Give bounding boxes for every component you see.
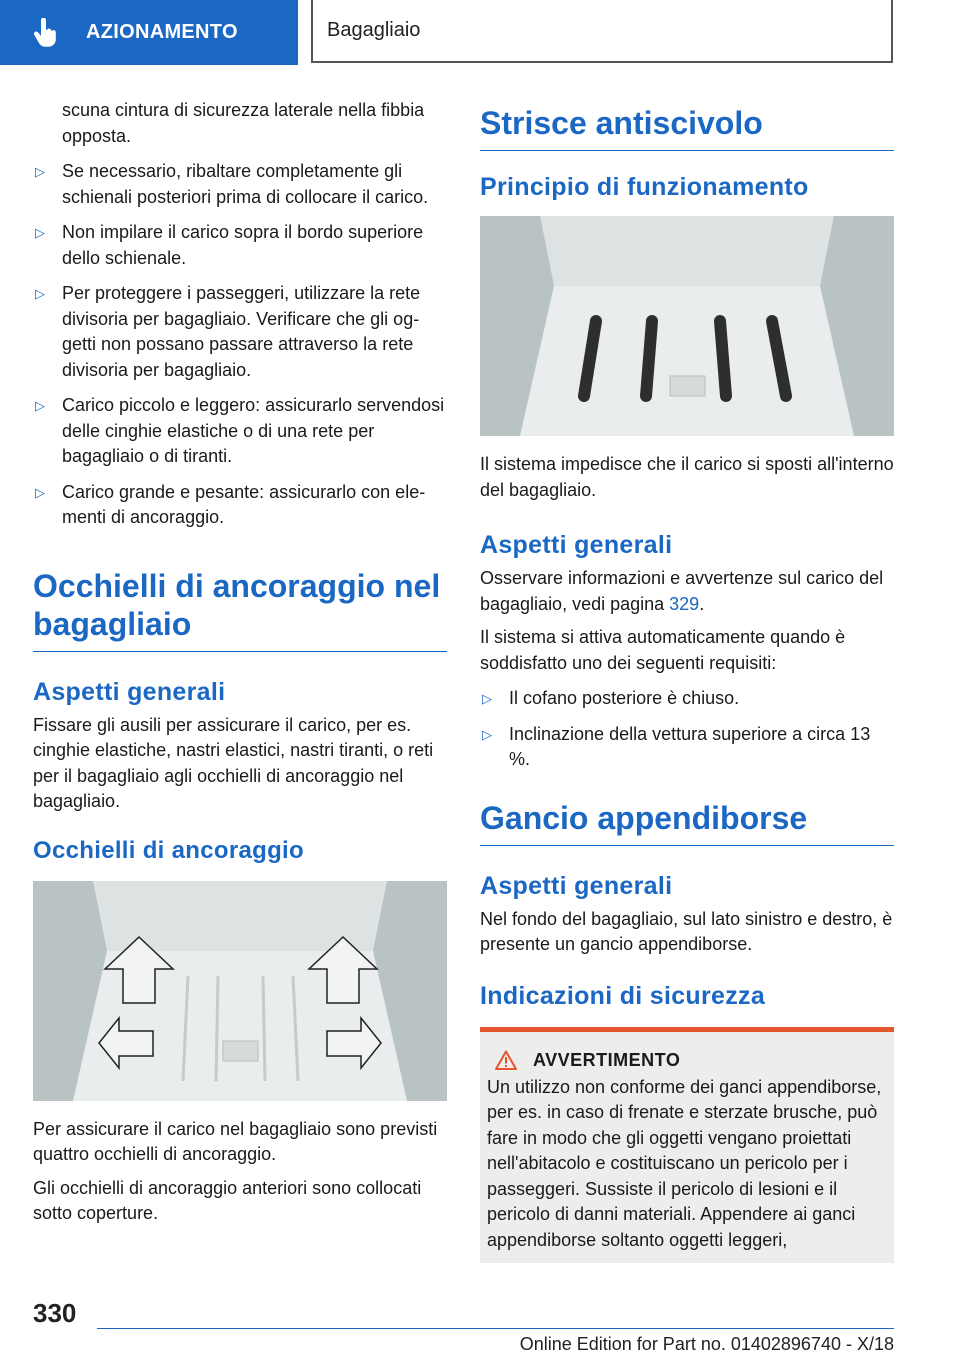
warning-box — [480, 1027, 894, 1264]
footer-edition: Online Edition for Part no. 01402896740 - X/18 — [519, 1334, 894, 1354]
heading-bag-hook: Gancio appendiborse — [480, 799, 894, 846]
heading-general: Aspetti generali — [33, 677, 226, 706]
triangle-bullet-icon: ▷ — [482, 726, 492, 742]
heading-hook-general: Aspetti generali — [480, 871, 673, 900]
anti-slip-strips-image — [480, 216, 894, 436]
triangle-bullet-icon: ▷ — [35, 484, 45, 500]
page-link-329[interactable]: 329 — [669, 593, 700, 614]
left-column — [33, 98, 447, 1235]
list-item: ▷ Per proteggere i passeggeri, utilizzare la rete divisoria per bagagliaio. Verificare che gli oggetti non possano passare attraverso la rete divisoria per bagagliaio. — [35, 283, 421, 380]
hook-text: Nel fondo del bagagliaio, sul lato sinistro e destro, è presente un gancio appendiborse. — [480, 908, 893, 954]
intro-continuation: scuna cintura di sicurezza laterale nella fibbia opposta. — [62, 100, 425, 146]
list-item: ▷ Carico piccolo e leggero: assicurarlo servendosi delle cinghie elastiche o di una rete per bagagliaio o di tiranti. — [35, 395, 445, 466]
chapter-title: Bagagliaio — [327, 19, 421, 41]
warning-text: Un utilizzo non conforme dei ganci appendiborse, per es. in caso di frenate e sterzate brusche, può fare in modo che gli oggetti vengano proiettati nell'abitacolo e costituiscano un pericolo per i passeggeri. Sussiste il pericolo di lesioni e il pericolo di danni materiali. Appendere ai ganci appendiborse soltanto oggetti leggeri, — [487, 1076, 882, 1250]
tie-down-eyelets-image — [33, 881, 447, 1101]
activation-bullet-list — [480, 686, 894, 773]
right-column — [480, 98, 894, 1263]
triangle-bullet-icon: ▷ — [35, 164, 45, 179]
warning-title: AVVERTIMENTO — [533, 1049, 681, 1070]
caption-eyelets-2: Gli occhielli di ancoraggio anteriori sono collocati sotto coperture. — [33, 1177, 422, 1223]
principle-text: Il sistema impedisce che il carico si sposti all'interno del bagagliaio. — [480, 454, 894, 500]
list-item: ▷ Inclinazione della vettura superiore a circa 13 %. — [482, 723, 871, 769]
caption-eyelets-1: Per assicurare il carico nel bagagliaio sono previsti quattro occhielli di ancoraggio. — [33, 1118, 438, 1164]
page-number: 330 — [33, 1298, 77, 1328]
footer-divider — [97, 1328, 894, 1329]
warning-header — [487, 1050, 887, 1071]
hand-pointer-icon — [32, 18, 72, 48]
list-item: ▷ Se necessario, ribaltare completamente gli schienali posteriori prima di collocare il carico. — [35, 161, 429, 207]
general-text: Fissare gli ausili per assicurare il carico, per es. cinghie elastiche, nastri elastici, nastri tiranti, o reti per il bagagliaio agli occhielli di ancoraggio nel bagagliaio. — [33, 714, 434, 811]
general-strips-text: Osservare informazioni e avvertenze sul carico del bagagliaio, vedi pagina 329. — [480, 568, 884, 614]
list-item: ▷ Non impilare il carico sopra il bordo superiore dello schienale. — [35, 222, 424, 268]
section-title: AZIONAMENTO — [86, 21, 238, 43]
heading-anti-slip-strips: Strisce antiscivolo — [480, 104, 894, 151]
triangle-bullet-icon: ▷ — [35, 225, 45, 240]
warning-triangle-icon — [495, 1050, 517, 1070]
chapter-tab[interactable] — [311, 0, 893, 63]
heading-principle: Principio di funzionamento — [480, 173, 809, 201]
loading-bullet-list — [33, 159, 447, 531]
section-tab[interactable] — [0, 0, 298, 65]
list-item: ▷ Il cofano posteriore è chiuso. — [480, 686, 894, 712]
heading-tie-down-eyelets: Occhielli di ancoraggio nel bagagliaio — [33, 567, 447, 652]
activation-text: Il sistema si attiva automaticamente quando è soddisfatto uno dei seguenti requisiti: — [480, 627, 846, 673]
heading-safety: Indicazioni di sicurezza — [480, 981, 766, 1010]
triangle-bullet-icon: ▷ — [482, 691, 492, 706]
triangle-bullet-icon: ▷ — [35, 398, 45, 413]
triangle-bullet-icon: ▷ — [35, 286, 45, 301]
heading-general-strips: Aspetti generali — [480, 531, 673, 559]
list-item: ▷ Carico grande e pesante: assicurarlo con elementi di ancoraggio. — [35, 481, 426, 527]
heading-eyelets: Occhielli di ancoraggio — [33, 836, 304, 864]
